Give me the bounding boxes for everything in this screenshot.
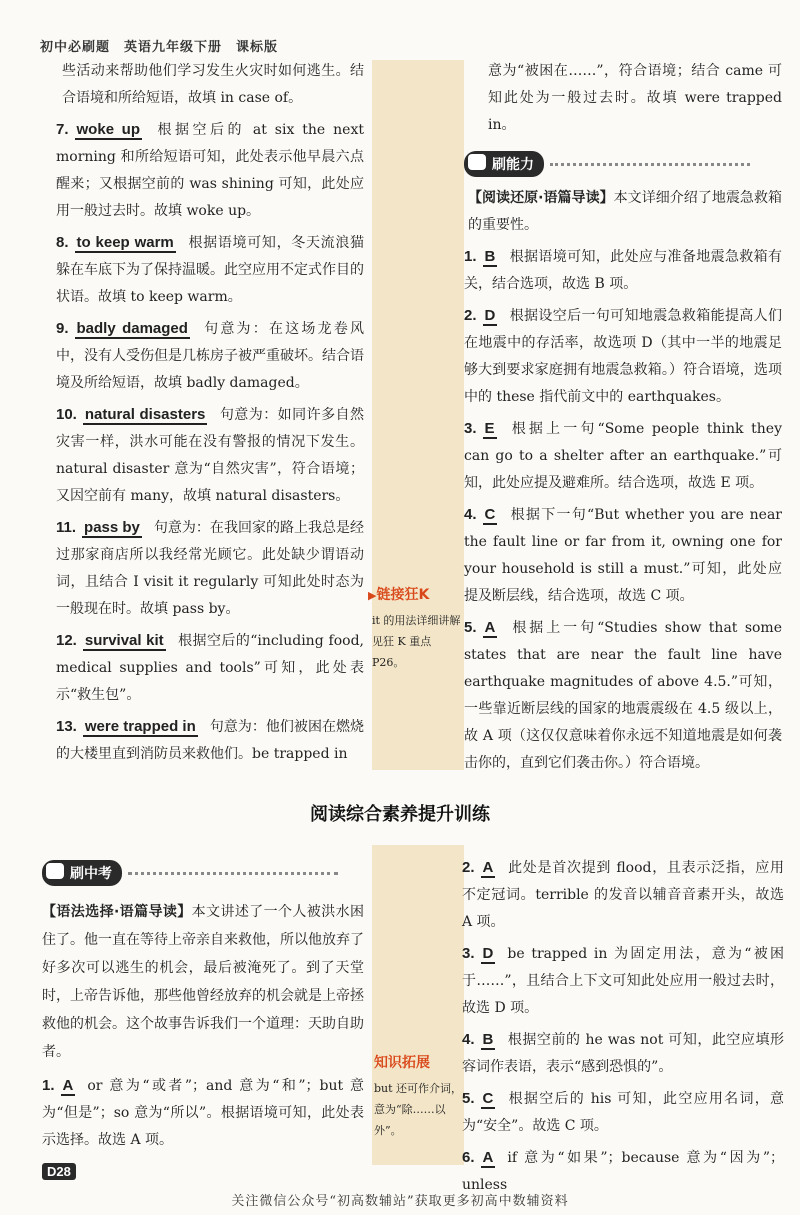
item-answer: C xyxy=(484,506,496,523)
item-answer: C xyxy=(482,1090,494,1107)
item-answer: were trapped in xyxy=(84,718,196,735)
item-answer: B xyxy=(484,248,496,265)
answer-item xyxy=(56,229,364,311)
side-note-title: 链接狂K xyxy=(376,587,430,603)
answer-item xyxy=(462,854,784,936)
item-answer: A xyxy=(482,859,494,876)
item-explanation: 根据上一句“Studies show that some states that are near the fault line have earthquake magnitudes of above 4.5.”可知，一些靠近断层线的国家的地震震级在 4.5 级以上，故 A 项（这仅仅意味着你永远不知道地震是如何袭击你的，直到它们袭击你。）符合语境。 xyxy=(464,620,782,771)
side-note-body: but 还可作介词，意为“除……以外”。 xyxy=(374,1082,463,1137)
answer-item xyxy=(56,627,364,709)
item-number: 9. xyxy=(56,320,69,337)
answer-item xyxy=(464,614,782,777)
item-explanation: be trapped in 为固定用法，意为“被困于……”，且结合上下文可知此处应用一般过去时，故选 D 项。 xyxy=(462,946,784,1016)
item-number: 3. xyxy=(462,945,475,962)
answer-item xyxy=(464,415,782,497)
item-number: 8. xyxy=(56,234,69,251)
item-explanation: 根据下一句“But whether you are near the fault line or far from it, owning one for your household is still a must.”可知，此处应提及断层线，结合选项，故选 C 项。 xyxy=(464,507,782,604)
item-explanation: 句意为：如同许多自然灾害一样，洪水可能在没有警报的情况下发生。natural disaster 意为“自然灾害”，符合语境；又因空前有 many，故填 natural disasters。 xyxy=(56,407,364,504)
dotted-line xyxy=(550,163,750,166)
section-tag-exam xyxy=(42,860,364,886)
tag-pill xyxy=(42,860,122,886)
left-column-top xyxy=(56,58,364,768)
side-note-body: it 的用法详细讲解见狂 K 重点 P26。 xyxy=(372,614,461,669)
right-column-top xyxy=(464,58,782,777)
brush-icon xyxy=(46,863,64,879)
item-number: 1. xyxy=(464,248,477,265)
page-header: 初中必刷题 英语九年级下册 课标版 xyxy=(40,40,279,55)
tag-label: 刷中考 xyxy=(70,866,112,882)
item-number: 10. xyxy=(56,406,77,423)
item-answer: B xyxy=(482,1031,494,1048)
item-explanation: 根据语境可知，冬天流浪猫躲在车底下为了保持温暖。此空应用不定式作目的状语。故填 to keep warm。 xyxy=(56,235,365,305)
section-tag-ability xyxy=(464,151,782,177)
item-explanation: 根据上一句“Some people think they can go to a shelter after an earthquake.”可知，此处应提及避难所。结合选项，故选 E 项。 xyxy=(464,421,782,491)
answer-item xyxy=(464,243,782,298)
item-number: 4. xyxy=(462,1031,475,1048)
brush-icon xyxy=(468,154,486,170)
answer-item xyxy=(56,116,364,225)
item-explanation: 根据空后的“including food, medical supplies and tools”可知，此处表示“救生包”。 xyxy=(56,633,364,703)
item-answer: natural disasters xyxy=(84,406,206,423)
page-number: D28 xyxy=(42,1163,76,1180)
item-explanation: 根据空前的 he was not 可知，此空应填形容词作表语，表示“感到恐惧的”。 xyxy=(462,1032,784,1075)
item-explanation: or 意为“或者”；and 意为“和”；but 意为“但是”；so 意为“所以”。根据语境可知，此处表示选择。故选 A 项。 xyxy=(42,1078,364,1148)
item-number: 1. xyxy=(42,1077,55,1094)
side-note-knowledge xyxy=(372,1052,464,1141)
item-answer: woke up xyxy=(76,121,141,138)
guide-text: 本文详细介绍了地震急救箱的重要性。 xyxy=(468,190,782,233)
item-number: 5. xyxy=(462,1090,475,1107)
guide-text: 本文讲述了一个人被洪水困住了。他一直在等待上帝亲自来救他，所以他放弃了好多次可以逃生的机会，最后被淹死了。到了天堂时，上帝告诉他，那些他曾经放弃的机会就是上帝拯救他的机会。这个故事告诉我们一个道理：天助自助者。 xyxy=(42,904,364,1060)
item-number: 11. xyxy=(56,519,77,536)
item-explanation: 此处是首次提到 flood，且表示泛指，应用不定冠词。terrible 的发音以辅音音素开头，故选 A 项。 xyxy=(462,860,784,930)
answer-item xyxy=(56,514,364,623)
item-answer: pass by xyxy=(84,519,140,536)
item-number: 4. xyxy=(464,506,477,523)
item-answer: A xyxy=(484,619,496,636)
answer-item xyxy=(56,713,364,768)
item-explanation: 句意为：他们被困在燃烧的大楼里直到消防员来救他们。be trapped in xyxy=(56,719,365,762)
item-answer: D xyxy=(482,945,494,962)
left-column-bottom xyxy=(42,860,364,1154)
answer-item xyxy=(56,315,364,397)
item-answer: A xyxy=(482,1149,494,1166)
side-note-link xyxy=(368,584,464,673)
continued-text: 些活动来帮助他们学习发生火灾时如何逃生。结合语境和所给短语，故填 in case of。 xyxy=(62,63,364,106)
answer-item xyxy=(462,940,784,1022)
item-explanation: 根据空后的 his 可知，此空应用名词，意为“安全”。故选 C 项。 xyxy=(462,1091,784,1134)
guide-label: 【阅读还原·语篇导读】 xyxy=(468,190,614,206)
answer-item xyxy=(464,501,782,610)
item-number: 2. xyxy=(464,307,477,324)
item-explanation: if 意为“如果”；because 意为“因为”；unless xyxy=(462,1150,784,1193)
continued-text-right: 意为“被困在……”，符合语境；结合 came 可知此处为一般过去时。故填 were trapped in。 xyxy=(488,63,782,133)
item-explanation: 根据设空后一句可知地震急救箱能提高人们在地震中的存活率，故选项 D（其中一半的地震足够大到要求家庭拥有地震急救箱。）符合语境，选项中的 these 指代前文中的 earthquakes。 xyxy=(464,308,782,405)
item-number: 7. xyxy=(56,121,69,138)
item-answer: survival kit xyxy=(84,632,164,649)
item-number: 2. xyxy=(462,859,475,876)
tag-pill xyxy=(464,151,544,177)
footer-note: 关注微信公众号“初高数辅站”获取更多初高中数辅资料 xyxy=(231,1194,569,1209)
right-column-bottom xyxy=(462,850,784,1199)
answer-item xyxy=(464,302,782,411)
section-title: 阅读综合素养提升训练 xyxy=(310,804,490,825)
item-answer: badly damaged xyxy=(76,320,188,337)
item-number: 13. xyxy=(56,718,77,735)
item-explanation: 根据空后的 at six the next morning 和所给短语可知，此处表示他早晨六点醒来；又根据空前的 was shining 可知，此处应用一般过去时。故填 woke up。 xyxy=(56,122,364,219)
answer-item xyxy=(42,1072,364,1154)
item-explanation: 根据语境可知，此处应与准备地震急救箱有关，结合选项，故选 B 项。 xyxy=(464,249,782,292)
item-explanation: 句意为：在这场龙卷风中，没有人受伤但是几栋房子被严重破坏。结合语境及所给短语，故填 badly damaged。 xyxy=(56,321,364,391)
guide-paragraph xyxy=(464,185,782,239)
item-answer: E xyxy=(484,420,495,437)
item-answer: A xyxy=(62,1077,74,1094)
side-note-title: 知识拓展 xyxy=(374,1055,430,1071)
dotted-line xyxy=(128,872,338,875)
item-explanation: 句意为：在我回家的路上我总是经过那家商店所以我经常光顾它。此处缺少谓语动词，且结合 I visit it regularly 可知此处时态为一般现在时。故填 pass by。 xyxy=(56,520,364,617)
item-number: 5. xyxy=(464,619,477,636)
item-answer: D xyxy=(484,307,496,324)
guide-label: 【语法选择·语篇导读】 xyxy=(42,904,192,920)
answer-item xyxy=(462,1085,784,1140)
arrow-icon: ▶ xyxy=(368,589,377,602)
item-number: 6. xyxy=(462,1149,475,1166)
guide-paragraph xyxy=(42,898,364,1066)
answer-item xyxy=(56,401,364,510)
tag-label: 刷能力 xyxy=(492,157,534,173)
item-number: 3. xyxy=(464,420,477,437)
item-answer: to keep warm xyxy=(76,234,174,251)
answer-item xyxy=(462,1026,784,1081)
item-number: 12. xyxy=(56,632,77,649)
